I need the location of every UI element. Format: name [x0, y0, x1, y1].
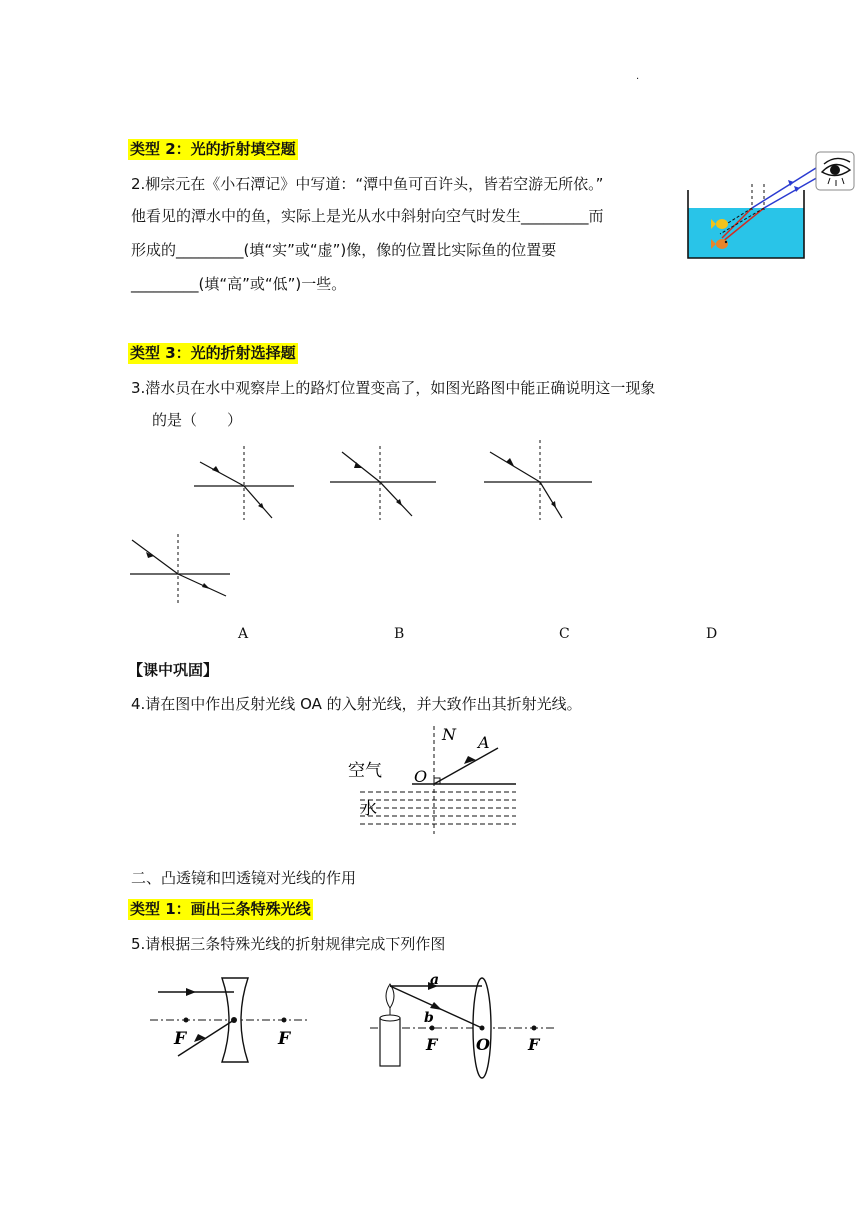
- optical-center: [231, 1017, 237, 1023]
- incident-ray: [132, 540, 178, 574]
- lens-section-title: 二、凸透镜和凹透镜对光线的作用: [131, 869, 357, 887]
- refracted-ray: [244, 486, 272, 518]
- ray-air-1: [752, 168, 816, 208]
- type2-heading: 类型 2：光的折射填空题: [130, 140, 296, 158]
- arrow-parallel: [186, 988, 196, 996]
- label-air: 空气: [348, 761, 382, 781]
- q2-line4: _________(填“高”或“低”)一些。: [131, 275, 347, 293]
- focus-left: [184, 1018, 189, 1023]
- q2-line2: 他看见的潭水中的鱼，实际上是光从水中斜射向空气时发生_________而: [131, 207, 604, 225]
- incident-ray: [200, 462, 244, 486]
- refracted-ray: [540, 482, 562, 518]
- label-a: a: [430, 972, 440, 988]
- label-b: b: [424, 1010, 434, 1026]
- candle-icon: [380, 984, 400, 1066]
- type1-heading: 类型 1：画出三条特殊光线: [130, 900, 311, 918]
- arrow-focal: [194, 1034, 206, 1042]
- option-label-b: B: [394, 626, 405, 642]
- option-label-d: D: [706, 626, 718, 642]
- type3-heading: 类型 3：光的折射选择题: [130, 344, 296, 362]
- q5-convex-lens-figure: [370, 972, 556, 1080]
- arrow-2: [202, 583, 210, 589]
- refracted-ray: [178, 574, 226, 596]
- arrow-1: [506, 458, 514, 466]
- arrow-b: [430, 1002, 442, 1010]
- label-f-left: F: [174, 1029, 187, 1049]
- water-hatch: [360, 792, 516, 824]
- q3-diagram-c: [484, 438, 596, 524]
- incident-ray: [490, 452, 540, 482]
- focus-right: [532, 1026, 537, 1031]
- arrow-1: [212, 466, 220, 473]
- ray-air-2: [764, 176, 820, 208]
- eye-icon: [816, 152, 854, 190]
- optical-center: [480, 1026, 485, 1031]
- refracted-ray: [380, 482, 412, 516]
- q3-line2: 的是（ ）: [152, 411, 243, 429]
- q5-concave-lens-figure: [150, 974, 310, 1064]
- label-f-right: F: [278, 1029, 291, 1049]
- q3-line1: 3.潜水员在水中观察岸上的路灯位置变高了，如图光路图中能正确说明这一现象: [131, 379, 656, 397]
- q3-diagram-d: [128, 534, 234, 604]
- consolidation-heading: 【课中巩固】: [128, 661, 219, 679]
- water-region: [688, 208, 804, 258]
- page-mark: .: [636, 71, 640, 82]
- focus-right: [282, 1018, 287, 1023]
- label-o: O: [476, 1035, 490, 1054]
- q4-figure: [340, 724, 520, 836]
- label-a: A: [478, 733, 490, 752]
- q3-diagram-b: [330, 444, 440, 524]
- q2-line3: 形成的_________(填“实”或“虚”)像，像的位置比实际鱼的位置要: [131, 241, 557, 259]
- label-n: N: [442, 725, 456, 744]
- label-f-right: F: [528, 1035, 540, 1054]
- label-o: O: [414, 767, 428, 786]
- option-label-c: C: [559, 626, 570, 642]
- q2-pond-figure: [686, 150, 856, 262]
- option-label-a: A: [238, 626, 249, 642]
- focus-left: [430, 1026, 435, 1031]
- ray-arrow: [464, 756, 476, 764]
- label-f-left: F: [426, 1035, 438, 1054]
- q4-text: 4.请在图中作出反射光线 OA 的入射光线，并大致作出其折射光线。: [131, 695, 582, 713]
- label-water: 水: [360, 799, 377, 819]
- q2-line1: 2.柳宗元在《小石潭记》中写道：“潭中鱼可百许头，皆若空游无所依。”: [131, 175, 604, 193]
- q5-text: 5.请根据三条特殊光线的折射规律完成下列作图: [131, 935, 446, 953]
- q3-diagram-a: [194, 444, 296, 524]
- reflected-ray-oa: [434, 748, 498, 784]
